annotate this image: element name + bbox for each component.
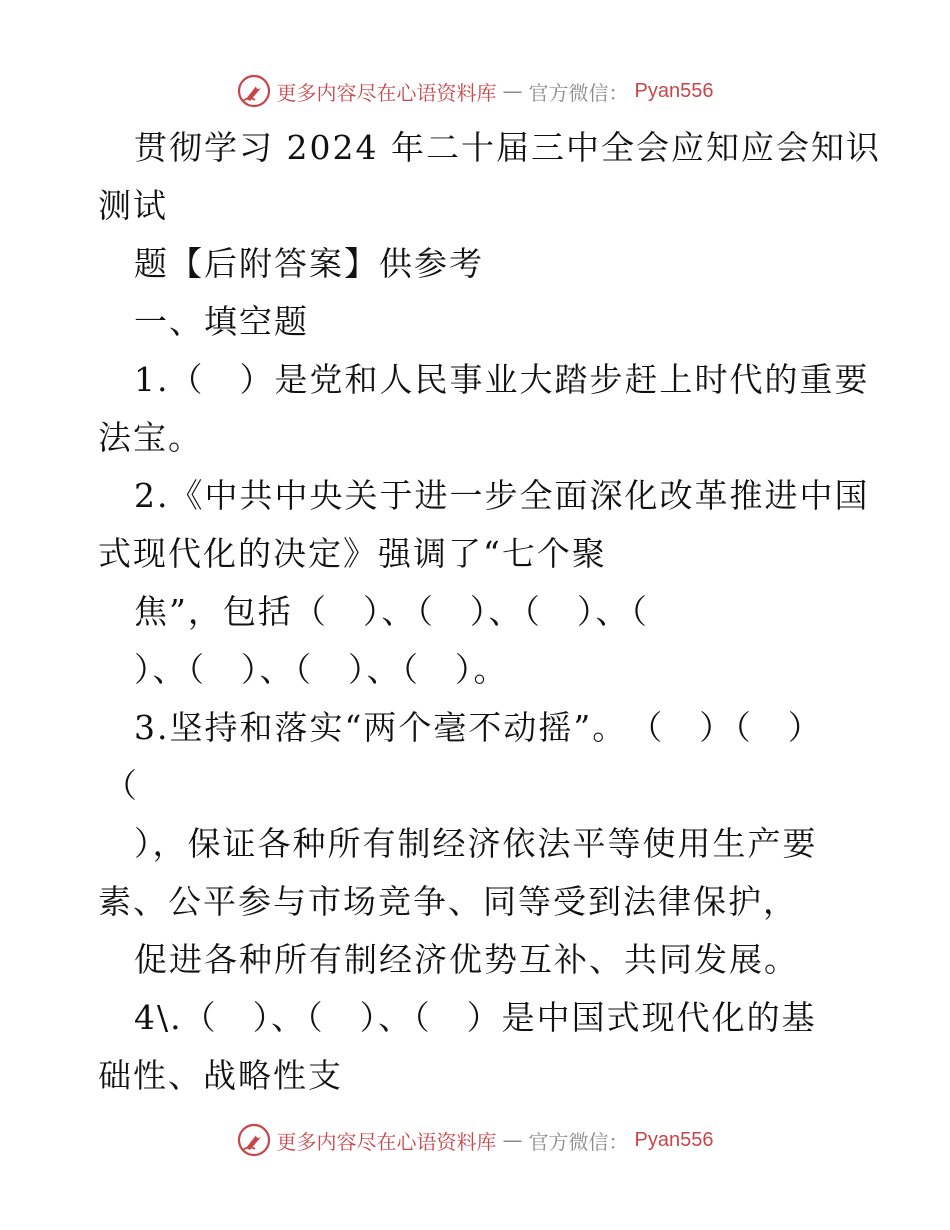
banner-wechat-id: Pyan556 xyxy=(634,79,714,102)
question-2-line-3: 焦”，包括（ ）、（ ）、（ ）、（ xyxy=(134,592,649,631)
banner-text: 更多内容尽在心语资料库 xyxy=(276,1129,497,1154)
question-2-line-4: ）、（ ）、（ ）、（ ）。 xyxy=(134,650,509,689)
title-line-3: 题【后附答案】供参考 xyxy=(134,244,484,283)
banner-text: 更多内容尽在心语资料库 xyxy=(276,80,497,105)
pen-nib-logo-icon xyxy=(237,1123,271,1157)
banner-wechat-id: Pyan556 xyxy=(634,1128,714,1151)
footer-watermark-banner xyxy=(0,1120,950,1160)
banner-dash: — xyxy=(502,1128,523,1152)
banner-suffix: 官方微信： xyxy=(528,1129,629,1154)
question-1-line-1: 1.（ ）是党和人民事业大踏步赶上时代的重要 xyxy=(134,360,870,399)
question-3-line-1: 3.坚持和落实“两个毫不动摇”。 （ ）（ ） xyxy=(134,708,823,747)
pen-nib-logo-icon xyxy=(237,74,271,108)
question-4-line-1: 4\.（ ）、（ ）、（ ）是中国式现代化的基 xyxy=(134,998,817,1037)
question-2-line-1: 2.《中共中央关于进一步全面深化改革推进中国 xyxy=(134,476,870,515)
question-3-line-5: 促进各种所有制经济优势互补、共同发展。 xyxy=(134,940,799,979)
question-3-line-4: 素、公平参与市场竞争、同等受到法律保护， xyxy=(98,882,798,921)
banner-suffix: 官方微信： xyxy=(528,80,629,105)
title-line-2: 测试 xyxy=(98,186,168,225)
question-1-line-2: 法宝。 xyxy=(98,418,203,457)
question-2-line-2: 式现代化的决定》强调了“七个聚 xyxy=(98,534,607,573)
banner-dash: — xyxy=(502,79,523,103)
question-3-line-2: （ xyxy=(104,766,139,805)
header-watermark-banner xyxy=(0,71,950,111)
question-3-line-3: ），保证各种所有制经济依法平等使用生产要 xyxy=(134,824,818,863)
section-heading: 一、填空题 xyxy=(134,302,309,341)
title-line-1: 贯彻学习 2024 年二十届三中全会应知应会知识 xyxy=(134,128,881,167)
question-4-line-2: 础性、战略性支 xyxy=(98,1056,343,1095)
